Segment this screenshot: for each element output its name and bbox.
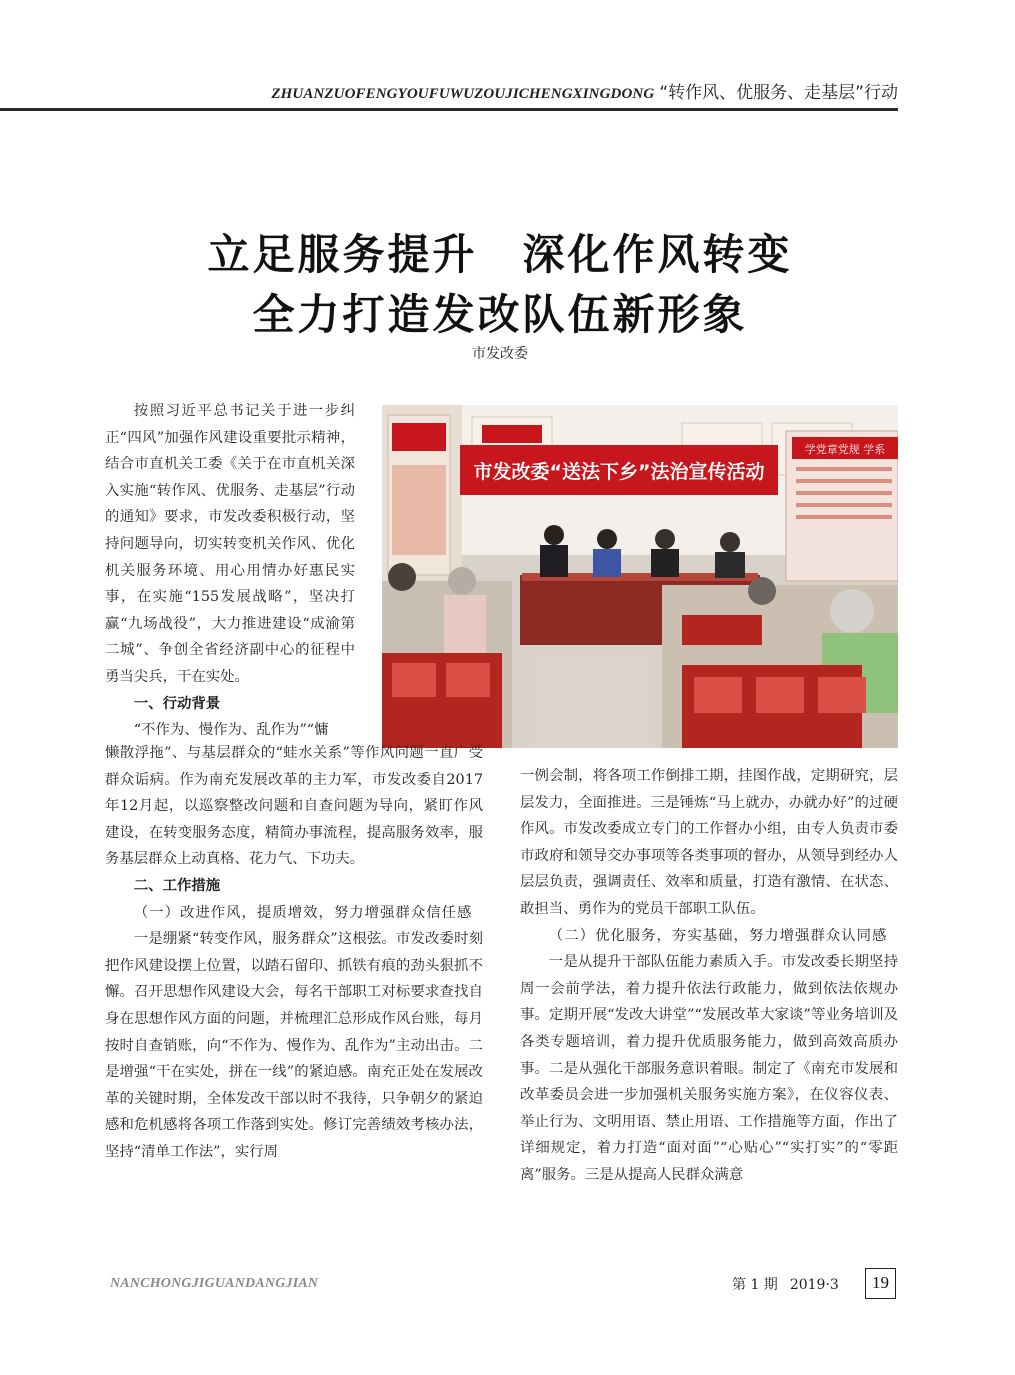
background-paragraph-rest: 懒散浮拖”、与基层群众的“蛙水关系”等作风问题一直广受群众诟病。作为南充发展改革的主力军，市发改委自2017年12月起，以巡察整改问题和自查问题为导向，紧盯作风建设，在转变服务态度，精简办事流程，提高服务效率，服务基层群众上动真格、花力气、下功夫。 xyxy=(105,745,483,868)
header-rule xyxy=(0,108,898,111)
section-heading-1: 一、行动背景 xyxy=(133,695,221,712)
left-column-text xyxy=(105,740,483,1166)
footer-issue-number: 第 1 期 xyxy=(732,1277,778,1293)
running-header xyxy=(110,78,898,106)
article-title-line2: 全力打造发改队伍新形象 xyxy=(252,290,748,339)
footer-journal-name: NANCHONGJIGUANDANGJIAN xyxy=(110,1276,319,1291)
section-heading-2: 二、工作措施 xyxy=(133,877,221,894)
right-column-text xyxy=(520,763,898,1189)
subheading-2: （二）优化服务，夯实基础，努力增强群众认同感 xyxy=(548,927,888,944)
intro-column xyxy=(105,398,355,744)
header-latin: ZHUANZUOFENGYOUFUWUZOUJICHENGXINGDONG xyxy=(271,86,655,102)
intro-paragraph: 按照习近平总书记关于进一步纠正“四风”加强作风建设重要批示精神，结合市直机关工委《关于在市直机关深入实施“转作风、优服务、走基层”行动的通知》要求，市发改委积极行动，坚持问题导向，切实转变机关作风、优化机关服务环境、用心用情办好惠民实事，在实施“155发展战略”，坚决打赢“九场战役”，大力推进建设“成渝第二城”、争创全省经济副中心的征程中勇当尖兵，干在实处。 xyxy=(105,403,355,685)
page-number: 19 xyxy=(865,1268,896,1299)
measures-paragraph-1: 一是绷紧“转变作风，服务群众”这根弦。市发改委时刻把作风建设摆上位置，以踏石留印、抓铁有痕的劲头狠抓不懈。召开思想作风建设大会，每名干部职工对标要求查找自身在思想作风方面的问题，并梳理汇总形成作风台账，每月按时自查销账，向“不作为、慢作为、乱作为”主动出击。二是增强“干在实处，拼在一线”的紧迫感。南充正处在发展改革的关键时期，全体发改干部以时不我待，只争朝夕的紧迫感和危机感将各项工作落到实处。修订完善绩效考核办法，坚持“清单工作法”，实行周 xyxy=(105,931,483,1160)
article-title-line1: 立足服务提升 深化作风转变 xyxy=(207,230,793,279)
footer-issue xyxy=(732,1274,851,1294)
photo-banner-text: 市发改委“送法下乡”法治宣传活动 xyxy=(473,461,765,483)
subheading-1: （一）改进作风，提质增效，努力增强群众信任感 xyxy=(133,904,473,921)
measures-paragraph-2: 一例会制，将各项工作倒排工期，挂图作战，定期研究，层层发力，全面推进。三是锤炼“马上就办，办就办好”的过硬作风。市发改委成立专门的工作督办小组，由专人负责市委市政府和领导交办事项等各类事项的督办，从领导到经办人层层负责，强调责任、效率和质量，打造有激情、在状态、敢担当、勇作为的党员干部职工队伍。 xyxy=(520,768,898,917)
background-paragraph-lead: “不作为、慢作为、乱作为”“慵 xyxy=(133,722,329,739)
measures-paragraph-3: 一是从提升干部队伍能力素质入手。市发改委长期坚持周一会前学法，着力提升依法行政能力，做到依法依规办事。定期开展“发改大讲堂”“发展改革大家谈”等业务培训及各类专题培训，着力提升优质服务能力，做到高效高质办事。二是从强化干部服务意识着眼。制定了《南充市发展和改革委员会进一步加强机关服务实施方案》，在仪容仪表、举止行为、文明用语、禁止用语、工作措施等方面，作出了详细规定，着力打造“面对面”“心贴心”“实打实”的“零距离”服务。三是从提高人民群众满意 xyxy=(520,954,898,1183)
article-author: 市发改委 xyxy=(472,346,528,362)
footer-date: 2019·3 xyxy=(789,1277,839,1293)
event-photo xyxy=(382,405,898,748)
photo-board-text: 学党章党规 学系 xyxy=(804,443,886,456)
header-chinese: “转作风、优服务、走基层”行动 xyxy=(659,83,898,103)
